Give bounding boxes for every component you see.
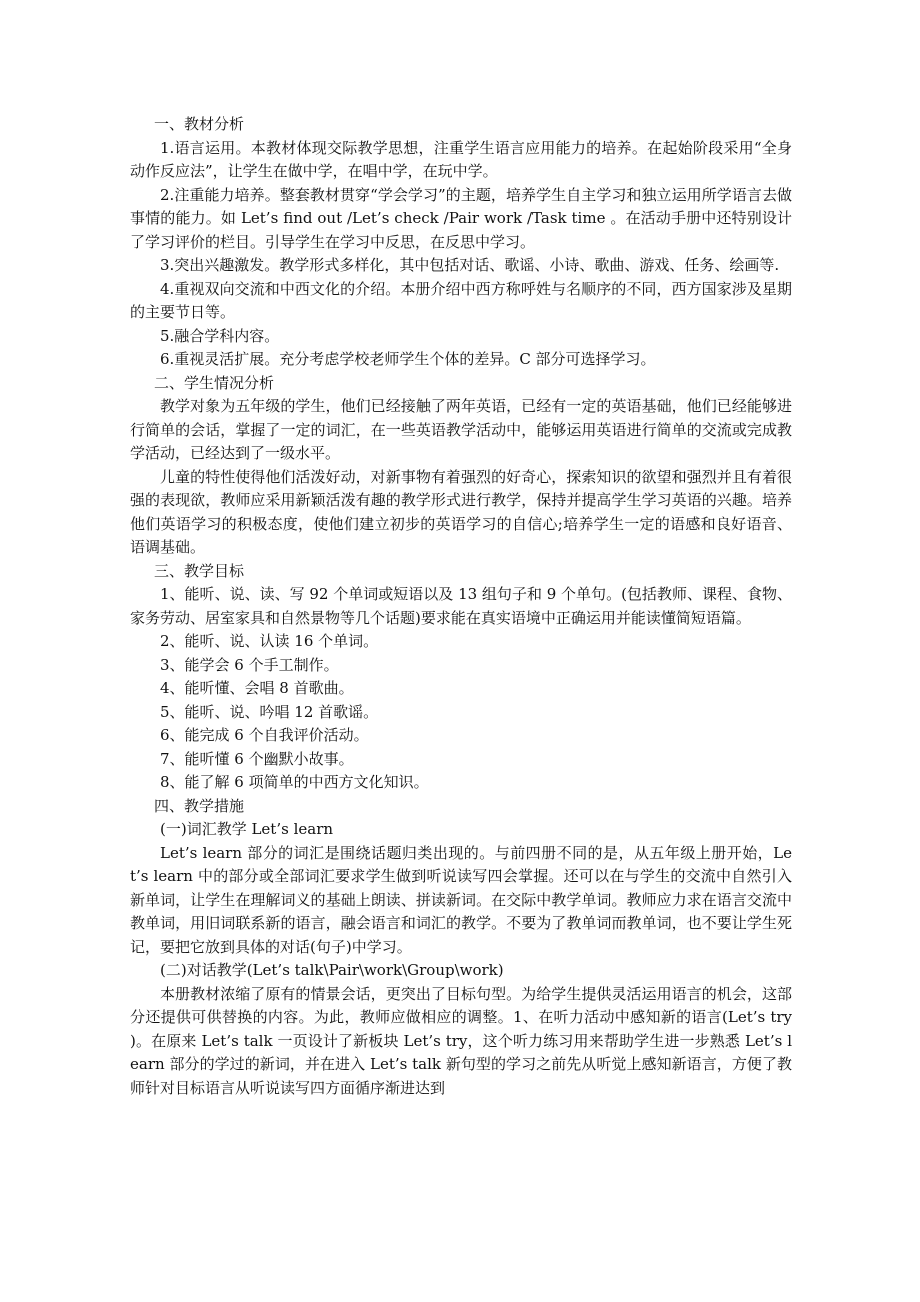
goal-item: 6、能完成 6 个自我评价活动。 [160,726,369,744]
section-heading-1: 一、教材分析 [154,115,245,133]
paragraph: 教学对象为五年级的学生，他们已经接触了两年英语，已经有一定的英语基础，他们已经能够进行简单的会话，掌握了一定的词汇，在一些英语教学活动中，能够运用英语进行简单的交流或完成教学活动，已经达到了一级水平。 [130,397,792,462]
paragraph: 2.注重能力培养。整套教材贯穿“学会学习”的主题，培养学生自主学习和独立运用所学语言去做事情的能力。如 Let’s find out /Let’s check /Pair work /Task time 。在活动手册中还特别设计了学习评价的栏目。引导学生在学习中反思，在反思中学习。 [130,185,792,251]
paragraph: 3.突出兴趣激发。教学形式多样化，其中包括对话、歌谣、小诗、歌曲、游戏、任务、绘画等. [160,256,780,274]
subheading: (二)对话教学(Let’s talk\Pair\work\Group\work) [160,961,504,979]
section-heading-2: 二、学生情况分析 [154,373,275,392]
goal-item: 4、能听懂、会唱 8 首歌曲。 [160,679,354,697]
section-heading-3: 三、教学目标 [154,561,245,580]
goal-item: 1、能听、说、读、写 92 个单词或短语以及 13 组句子和 9 个单句。(包括教师、课程、食物、家务劳动、居室家具和自然景物等几个话题)要求能在真实语境中正确运用并能读懂简短语篇。 [130,585,792,627]
paragraph: 6.重视灵活扩展。充分考虑学校老师学生个体的差异。C 部分可选择学习。 [160,350,656,368]
paragraph: Let’s learn 部分的词汇是围绕话题归类出现的。与前四册不同的是，从五年级上册开始，Let’s learn 中的部分或全部词汇要求学生做到听说读写四会掌握。还可以在与学生的交流中自然引入新单词，让学生在理解词义的基础上朗读、拼读新词。在交际中教学单词。教师应力求在语言交流中教单词，用旧词联系新的语言，融会语言和词汇的教学。不要为了教单词而教单词，也不要让学生死记，要把它放到具体的对话(句子)中学习。 [130,843,792,956]
paragraph: 儿童的特性使得他们活泼好动，对新事物有着强烈的好奇心，探索知识的欲望和强烈并且有着很强的表现欲，教师应采用新颖活泼有趣的教学形式进行教学，保持并提高学生学习英语的兴趣。培养他们英语学习的积极态度，使他们建立初步的英语学习的自信心;培养学生一定的语感和良好语音、语调基础。 [130,467,792,556]
document-body [130,113,792,1100]
section-heading-4: 四、教学措施 [154,796,245,815]
goal-item: 5、能听、说、吟唱 12 首歌谣。 [160,702,379,721]
paragraph: 1.语言运用。本教材体现交际教学思想，注重学生语言应用能力的培养。在起始阶段采用“全身动作反应法”，让学生在做中学，在唱中学，在玩中学。 [130,138,792,180]
subheading: (一)词汇教学 Let’s learn [160,820,334,838]
goal-item: 3、能学会 6 个手工制作。 [160,655,339,674]
goal-item: 2、能听、说、认读 16 个单词。 [160,632,379,650]
goal-item: 7、能听懂 6 个幽默小故事。 [160,749,354,768]
goal-item: 8、能了解 6 项简单的中西方文化知识。 [160,773,429,791]
paragraph: 本册教材浓缩了原有的情景会话，更突出了目标句型。为给学生提供灵活运用语言的机会，这部分还提供可供替换的内容。为此，教师应做相应的调整。1、在听力活动中感知新的语言(Let’s try )。在原来 Let’s talk 一页设计了新板块 Let’s try，这个听力练习用来帮助学生进一步熟悉 Let’s learn 部分的学过的新词，并在进入 Let’s talk 新句型的学习之前先从听觉上感知新语言，方便了教师针对目标语言从听说读写四方面循序渐进达到 [130,984,792,1097]
paragraph: 4.重视双向交流和中西文化的介绍。本册介绍中西方称呼姓与名顺序的不同，西方国家涉及星期的主要节日等。 [130,279,792,321]
paragraph: 5.融合学科内容。 [160,326,280,345]
